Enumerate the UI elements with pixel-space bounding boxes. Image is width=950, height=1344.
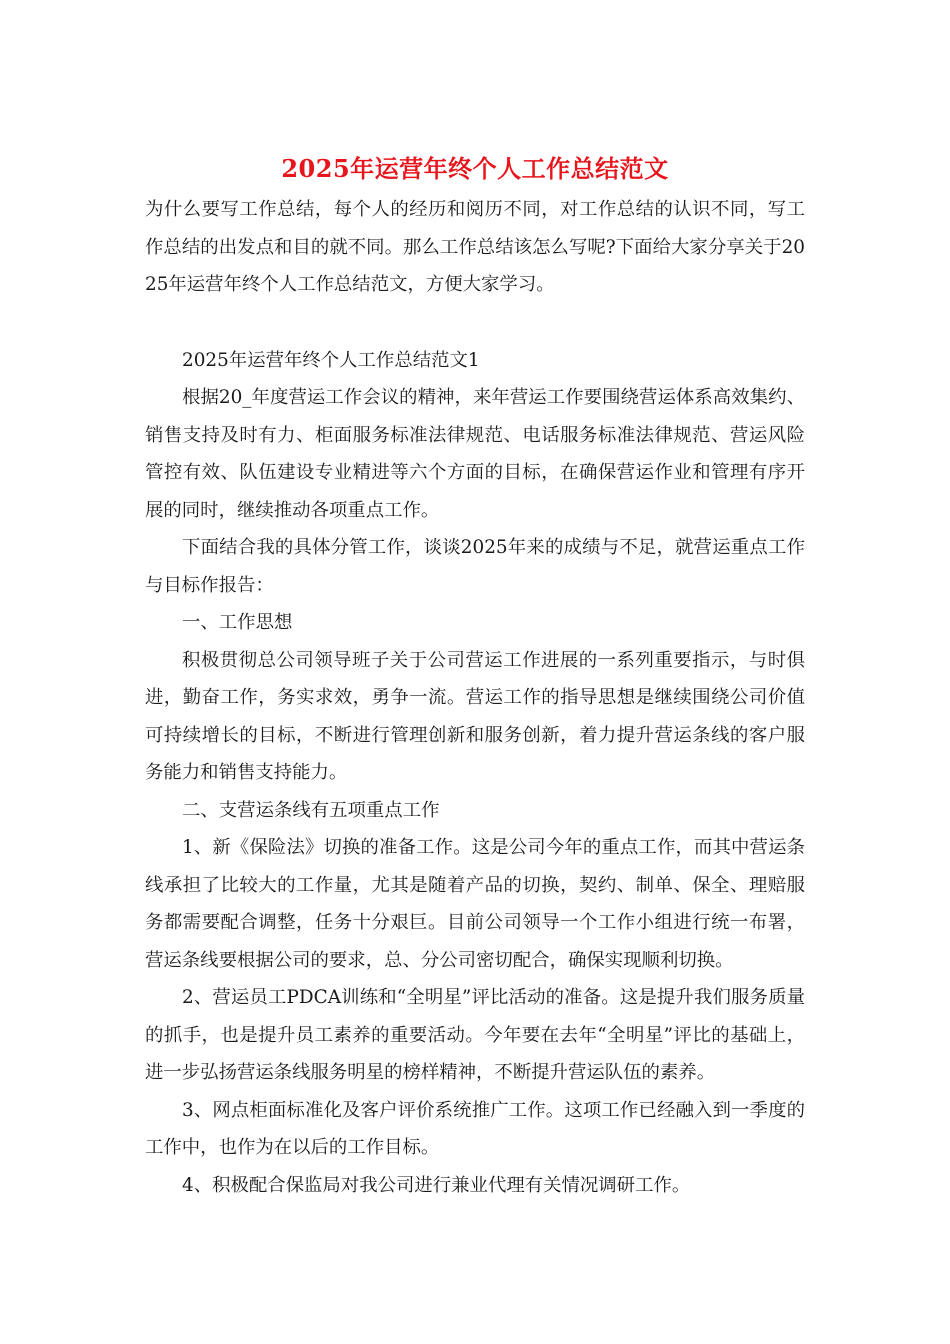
list-item: 2、营运员工PDCA训练和“全明星”评比活动的准备。这是提升我们服务质量的抓手，也是提升员工素养的重要活动。今年要在去年“全明星”评比的基础上，进一步弘扬营运条线服务明星的榜样精神，不断提升营运队伍的素养。 xyxy=(145,987,805,1083)
document-body xyxy=(145,191,805,1204)
subsection-heading: 一、工作思想 xyxy=(182,612,293,633)
list-item: 1、新《保险法》切换的准备工作。这是公司今年的重点工作，而其中营运条线承担了比较大的工作量，尤其是随着产品的切换，契约、制单、保全、理赔服务都需要配合调整，任务十分艰巨。目前公司领导一个工作小组进行统一布署，营运条线要根据公司的要求，总、分公司密切配合，确保实现顺利切换。 xyxy=(145,837,805,971)
document-title: 2025年运营年终个人工作总结范文 xyxy=(281,154,669,183)
section-heading: 2025年运营年终个人工作总结范文1 xyxy=(182,349,480,371)
intro-paragraph: 为什么要写工作总结，每个人的经历和阅历不同，对工作总结的认识不同，写工作总结的出发点和目的就不同。那么工作总结该怎么写呢?下面给大家分享关于2025年运营年终个人工作总结范文，方便大家学习。 xyxy=(145,199,805,295)
blank-line xyxy=(145,304,805,342)
list-item: 3、网点柜面标准化及客户评价系统推广工作。这项工作已经融入到一季度的工作中，也作为在以后的工作目标。 xyxy=(145,1099,805,1158)
subsection-heading: 二、支营运条线有五项重点工作 xyxy=(182,799,440,821)
list-item: 4、积极配合保监局对我公司进行兼业代理有关情况调研工作。 xyxy=(182,1174,691,1196)
body-paragraph: 根据20_年度营运工作会议的精神，来年营运工作要围绕营运体系高效集约、销售支持及时有力、柜面服务标准法律规范、电话服务标准法律规范、营运风险管控有效、队伍建设专业精进等六个方面的目标，在确保营运作业和管理有序开展的同时，继续推动各项重点工作。 xyxy=(145,387,805,521)
body-paragraph: 下面结合我的具体分管工作，谈谈2025年来的成绩与不足，就营运重点工作与目标作报告： xyxy=(145,537,805,596)
body-paragraph: 积极贯彻总公司领导班子关于公司营运工作进展的一系列重要指示，与时俱进，勤奋工作，务实求效，勇争一流。营运工作的指导思想是继续围绕公司价值可持续增长的目标，不断进行管理创新和服务创新，着力提升营运条线的客户服务能力和销售支持能力。 xyxy=(145,649,805,783)
